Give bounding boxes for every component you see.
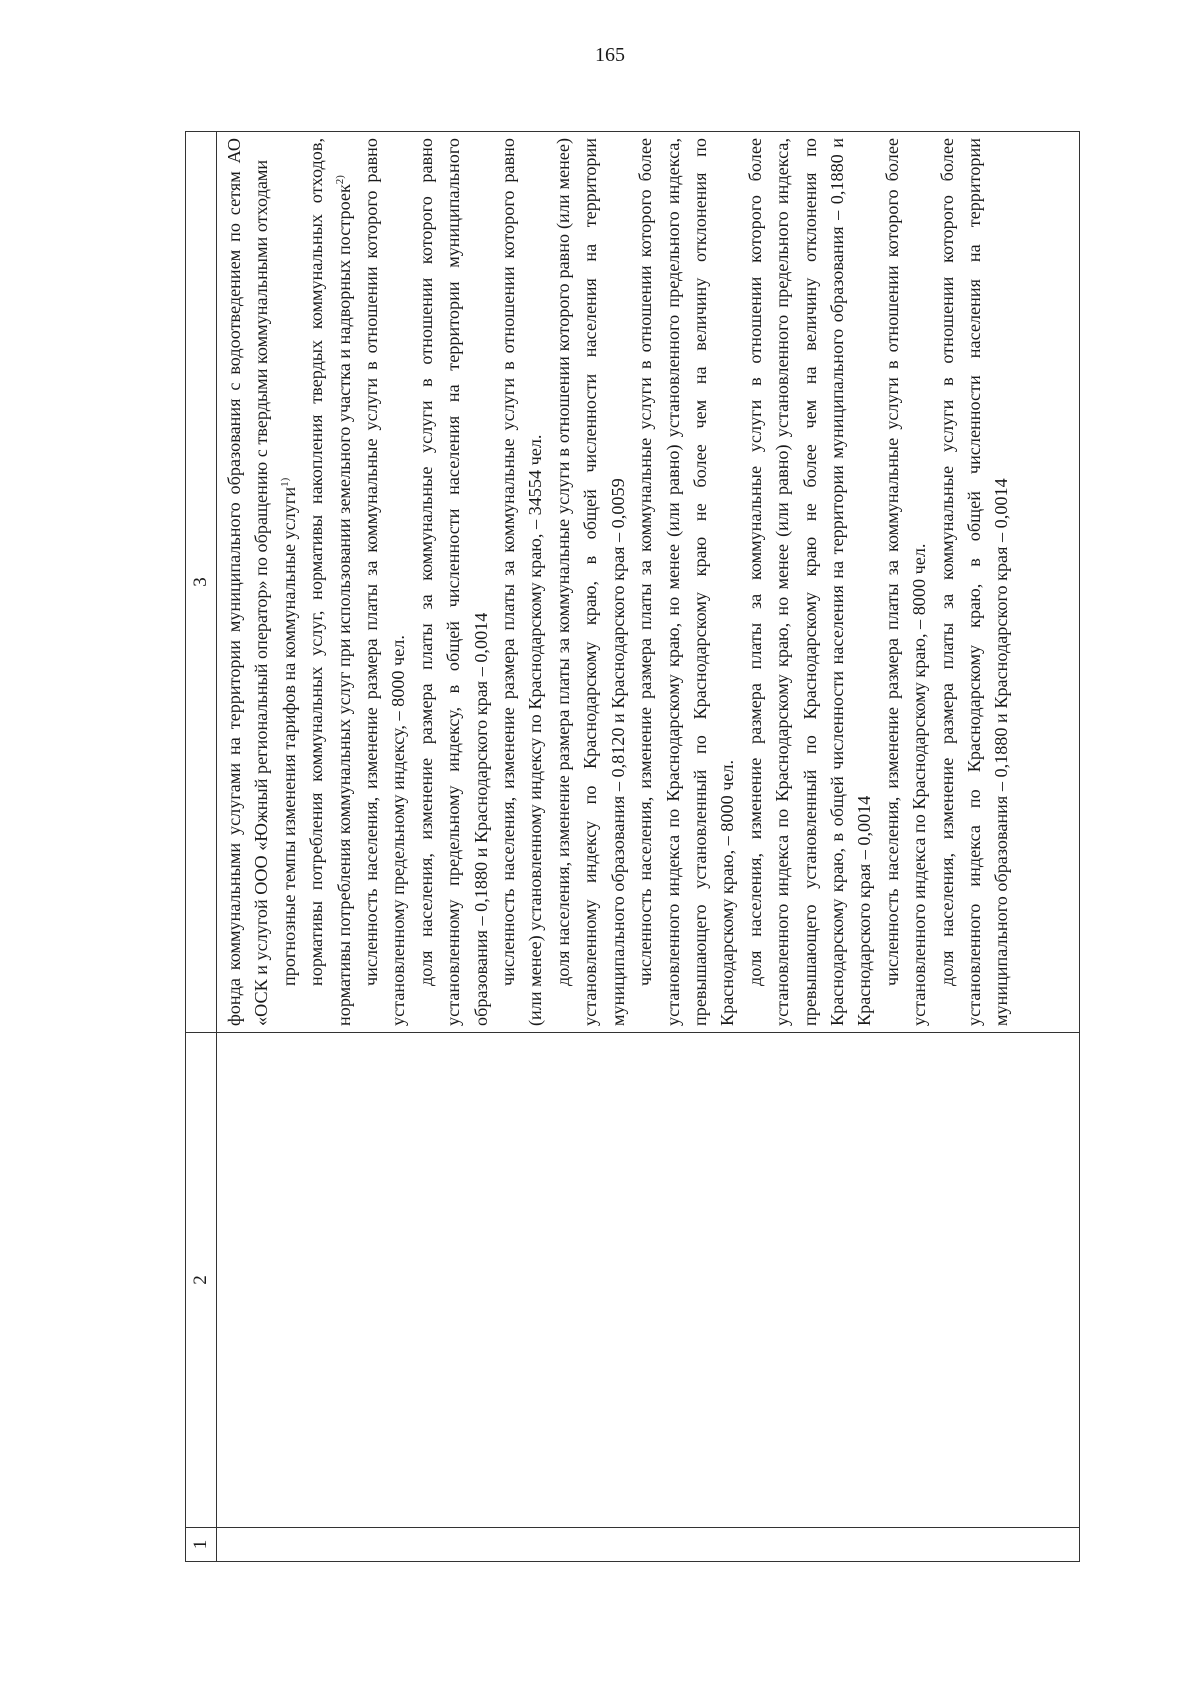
column-header-1: 1 [186,1528,217,1562]
text-paragraph [221,138,276,1026]
rotated-table-wrapper [185,132,1081,1562]
paragraph-text: численность населения, изменение размера платы за коммунальные услуги в отношении которого равно (или менее) установленному индексу по Краснодарскому краю, – 34554 чел. [498,138,546,1026]
table-header-row [186,132,217,1562]
text-paragraph [303,138,358,1026]
column-header-3: 3 [186,132,217,1033]
text-paragraph [742,138,879,1026]
indicator-text-block [217,132,1016,1032]
text-paragraph [358,138,413,1026]
paragraph-text: численность населения, изменение размера платы за коммунальные услуги в отношении которого более установленного индекса по Краснодарскому краю, но менее (или равно) установленного предельного индекса, превышающего установленный по Краснодарскому краю не более чем на величину отклонения по Краснодарскому краю, – 8000 чел. [635,138,738,1026]
page-number: 165 [595,44,625,66]
cell-column-2 [217,1033,1080,1528]
table-row [217,132,1080,1562]
text-paragraph [413,138,495,1026]
text-paragraph [276,138,303,1026]
text-paragraph [495,138,550,1026]
paragraph-text: доля населения, изменение размера платы за коммунальные услуги в отношении которого равно (или менее) установленному индексу по Краснодарскому краю, в общей численности населения на территории муниципального образования – 0,8120 и Краснодарского края – 0,0059 [552,138,628,1026]
footnote-marker: 1) [278,477,291,487]
paragraph-text: численность населения, изменение размера платы за коммунальные услуги в отношении которого равно установленному предельному индексу, – 8000 чел. [361,138,409,1026]
column-header-2: 2 [186,1033,217,1528]
text-paragraph [550,138,632,1026]
cell-column-3 [217,132,1080,1033]
paragraph-text: доля населения, изменение размера платы за коммунальные услуги в отношении которого более установленного индекса по Краснодарскому краю, но менее (или равно) установленного предельного индекса, превышающего установленный по Краснодарскому краю не более чем на величину отклонения по Краснодарскому краю, в общей численности населения на территории муниципального образования – 0,1880 и Краснодарского края – 0,0014 [744,138,875,1026]
text-paragraph [632,138,742,1026]
text-paragraph [934,138,1016,1026]
paragraph-text: доля населения, изменение размера платы за коммунальные услуги в отношении которого равно установленному предельному индексу, в общей численности населения на территории муниципального образования – 0,1880 и Краснодарского края – 0,0014 [415,138,491,1026]
text-paragraph [879,138,934,1026]
footnote-marker: 2) [333,175,346,185]
cell-column-1 [217,1528,1080,1562]
paragraph-text: доля населения, изменение размера платы за коммунальные услуги в отношении которого более установленного индекса по Краснодарскому краю, в общей численности населения на территории муниципального образования – 0,1880 и Краснодарского края – 0,0014 [936,138,1012,1026]
paragraph-text: нормативы потребления коммунальных услуг, нормативы накопления твердых коммунальных отходов, нормативы потребления коммунальных услуг при использовании земельного участка и надворных построек [306,138,354,1026]
paragraph-text: прогнозные темпы изменения тарифов на коммунальные услуги [278,486,299,986]
paragraph-text: фонда коммунальными услугами на территории муниципального образования с водоотведением по сетям АО «ОСК и услугой ООО «Южный региональный оператор» по обращению с твердыми коммунальными отходами [224,138,272,1026]
paragraph-text: численность населения, изменение размера платы за коммунальные услуги в отношении которого более установленного индекса по Краснодарскому краю, – 8000 чел. [881,138,930,1026]
document-table [185,131,1080,1562]
